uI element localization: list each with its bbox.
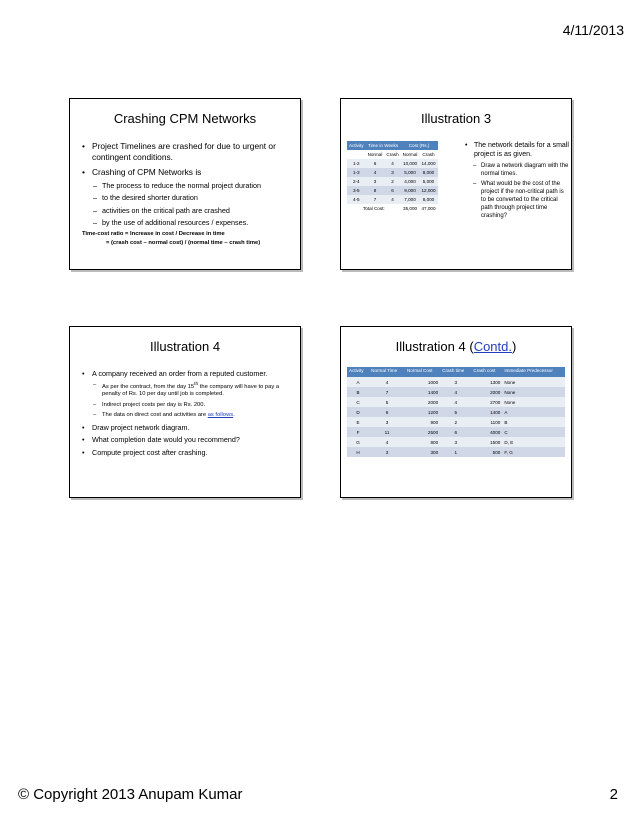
table-header: Crash time xyxy=(440,367,471,377)
table-cell: 8,000 xyxy=(419,168,437,177)
table-header: Cost (Rs.) xyxy=(401,141,438,150)
table-row xyxy=(347,437,565,447)
table-cell: 12,000 xyxy=(421,188,436,193)
table-cell: 5,000 xyxy=(401,168,420,177)
table-row xyxy=(347,377,565,387)
bullet: • What completion date would you recommend? xyxy=(82,435,296,445)
title-text: Illustration 4 ( xyxy=(395,339,474,354)
text: As per the contract, from the day 15 xyxy=(102,383,195,390)
table-row xyxy=(347,159,438,168)
sub-bullet xyxy=(82,412,296,420)
table-cell: 900 xyxy=(405,417,440,427)
contd-link[interactable]: Contd. xyxy=(473,339,512,354)
table-cell: 1000 xyxy=(405,377,440,387)
activity-table xyxy=(347,367,565,457)
table-cell: 2500 xyxy=(405,427,440,437)
table-cell: None xyxy=(502,387,565,397)
table-row xyxy=(347,397,565,407)
page-date: 4/11/2013 xyxy=(562,22,624,38)
table-cell: 300 xyxy=(405,447,440,457)
table-cell: 9,000 xyxy=(401,186,420,195)
table-cell: 1200 xyxy=(405,407,440,417)
activity-table xyxy=(347,141,438,213)
total-label: Total Cost: xyxy=(347,204,401,213)
table-total-row xyxy=(347,204,438,213)
table-header: Activity xyxy=(349,143,364,148)
slide-title: Illustration 4 xyxy=(149,339,221,354)
copyright-footer: © Copyright 2013 Anupam Kumar xyxy=(18,786,243,803)
slide-crashing-cpm xyxy=(69,98,301,270)
total-normal: 35,000 xyxy=(401,204,420,213)
sub-bullet: – Draw a network diagram with the normal times. xyxy=(465,163,569,179)
table-cell: 7 xyxy=(369,387,405,397)
table-cell: 7,000 xyxy=(401,195,420,204)
table-cell: 3 xyxy=(440,437,471,447)
table-subheader: Crash xyxy=(419,150,437,159)
table-cell: B xyxy=(347,387,369,397)
table-row xyxy=(347,168,438,177)
table-cell: 1-3 xyxy=(347,168,366,177)
table-cell: 4 xyxy=(366,168,385,177)
bullet: • Crashing of CPM Networks is xyxy=(82,167,296,178)
table-cell: 5 xyxy=(369,397,405,407)
table-cell: 3 xyxy=(384,168,400,177)
table-header: Activity xyxy=(347,367,369,377)
table-cell: 6 xyxy=(440,427,471,437)
bullet: • A company received an order from a reputed customer. xyxy=(82,369,296,379)
superscript: th xyxy=(194,381,199,387)
table-cell: 1 xyxy=(440,447,471,457)
slide-title: Crashing CPM Networks xyxy=(113,111,257,126)
table-header: Crash cost xyxy=(471,367,502,377)
table-cell: 1300 xyxy=(471,377,502,387)
table-cell: 6 xyxy=(369,407,405,417)
table-cell: 1400 xyxy=(405,387,440,397)
table-cell: 8 xyxy=(366,186,385,195)
table-cell: 14,000 xyxy=(421,161,436,166)
table-cell: 2000 xyxy=(471,387,502,397)
table-cell: 4000 xyxy=(471,427,502,437)
table-cell: 11 xyxy=(369,427,405,437)
table-cell: 2 xyxy=(440,417,471,427)
table-header: Immediate Predecessor xyxy=(502,367,565,377)
table-cell: 1500 xyxy=(471,437,502,447)
table-cell: 6 xyxy=(366,159,385,168)
title-text: ) xyxy=(512,339,517,354)
table-cell: None xyxy=(502,377,565,387)
table-cell: 2-4 xyxy=(347,177,366,186)
table-cell: 6 xyxy=(384,186,400,195)
table-subheader: Crash xyxy=(386,152,399,157)
table-cell: 7 xyxy=(366,195,385,204)
table-row xyxy=(347,195,438,204)
table-cell: 10,000 xyxy=(401,159,420,168)
sub-bullet: – to the desired shorter duration xyxy=(82,193,296,202)
page-number: 2 xyxy=(609,786,618,803)
sub-bullet: – The process to reduce the normal project duration xyxy=(82,181,296,190)
table-header: Normal Cost xyxy=(405,367,440,377)
table-cell: C xyxy=(347,397,369,407)
table-subheader: Normal xyxy=(367,152,383,157)
formula-note: Time-cost ratio = Increase in cost / Decrease in time xyxy=(82,231,225,238)
table-cell: F xyxy=(347,427,369,437)
sub-bullet: – activities on the critical path are crashed xyxy=(82,206,296,215)
as-follows-link[interactable]: as follows xyxy=(207,412,234,419)
table-row xyxy=(347,407,565,417)
table-cell: 5 xyxy=(440,407,471,417)
table-cell: 3 xyxy=(369,417,405,427)
slide-illustration-3 xyxy=(340,98,572,270)
text: . xyxy=(233,412,235,419)
table-row xyxy=(347,186,438,195)
slide-title xyxy=(341,339,571,354)
slide-illustration-4 xyxy=(69,326,301,498)
sub-bullet: – What would be the cost of the project if the non-critical path is to be converted to the critical path through project time crashing? xyxy=(465,181,569,220)
bullet: • The network details for a small project is as given. xyxy=(465,141,569,160)
table-cell: 4 xyxy=(384,195,400,204)
table-cell: G xyxy=(347,437,369,447)
table-cell: 8,000 xyxy=(419,195,437,204)
total-crash: 47,000 xyxy=(421,206,436,211)
table-cell: 2000 xyxy=(405,397,440,407)
table-cell: 4 xyxy=(440,387,471,397)
table-cell: 4 xyxy=(369,437,405,447)
table-row xyxy=(347,427,565,437)
table-cell: 3-5 xyxy=(347,186,366,195)
bullet: • Draw project network diagram. xyxy=(82,423,296,433)
table-cell: 2 xyxy=(384,177,400,186)
table-cell: F, G xyxy=(502,447,565,457)
table-cell: 4 xyxy=(384,159,400,168)
sub-bullet: – Indirect project costs per day is Rs. 200. xyxy=(82,402,296,410)
table-cell: 4-5 xyxy=(347,195,366,204)
table-cell: 4 xyxy=(440,397,471,407)
table-row xyxy=(347,417,565,427)
bullet: • Compute project cost after crashing. xyxy=(82,448,296,458)
table-header: Time in Weeks xyxy=(366,141,401,150)
table-cell: 1400 xyxy=(471,407,502,417)
table-cell: 3 xyxy=(440,377,471,387)
table-cell: C xyxy=(502,427,565,437)
table-row xyxy=(347,447,565,457)
text: The data on direct cost and activities are xyxy=(102,412,208,419)
formula: = (crash cost – normal cost) / (normal time – crash time) xyxy=(106,240,261,247)
sub-bullet: – by the use of additional resources / expenses. xyxy=(82,218,296,227)
sub-bullet xyxy=(82,382,296,399)
table-row xyxy=(347,177,438,186)
table-cell: 3 xyxy=(369,447,405,457)
table-cell: H xyxy=(347,447,369,457)
table-cell: B xyxy=(502,417,565,427)
table-cell: 1100 xyxy=(471,417,502,427)
slide-title: Illustration 3 xyxy=(420,111,492,126)
table-row xyxy=(347,387,565,397)
table-cell: 4 xyxy=(369,377,405,387)
table-cell: D, E xyxy=(502,437,565,447)
slide-illustration-4-contd xyxy=(340,326,572,498)
table-cell: E xyxy=(347,417,369,427)
table-cell: 500 xyxy=(471,447,502,457)
table-cell: 800 xyxy=(405,437,440,447)
table-cell: A xyxy=(347,377,369,387)
table-cell: 3 xyxy=(366,177,385,186)
bullet: • Project Timelines are crashed for due to urgent or contingent conditions. xyxy=(82,141,296,164)
table-cell: None xyxy=(502,397,565,407)
table-cell: 5,000 xyxy=(419,177,437,186)
table-cell: 1-2 xyxy=(347,159,366,168)
table-cell: 2700 xyxy=(471,397,502,407)
table-cell: 4,000 xyxy=(401,177,420,186)
table-subheader: Normal xyxy=(402,152,418,157)
table-cell: A xyxy=(502,407,565,417)
text: the company will have to pay a penalty of Rs. 10 per day until job is completed. xyxy=(102,383,280,398)
table-cell: D xyxy=(347,407,369,417)
table-header: Normal Time xyxy=(369,367,405,377)
